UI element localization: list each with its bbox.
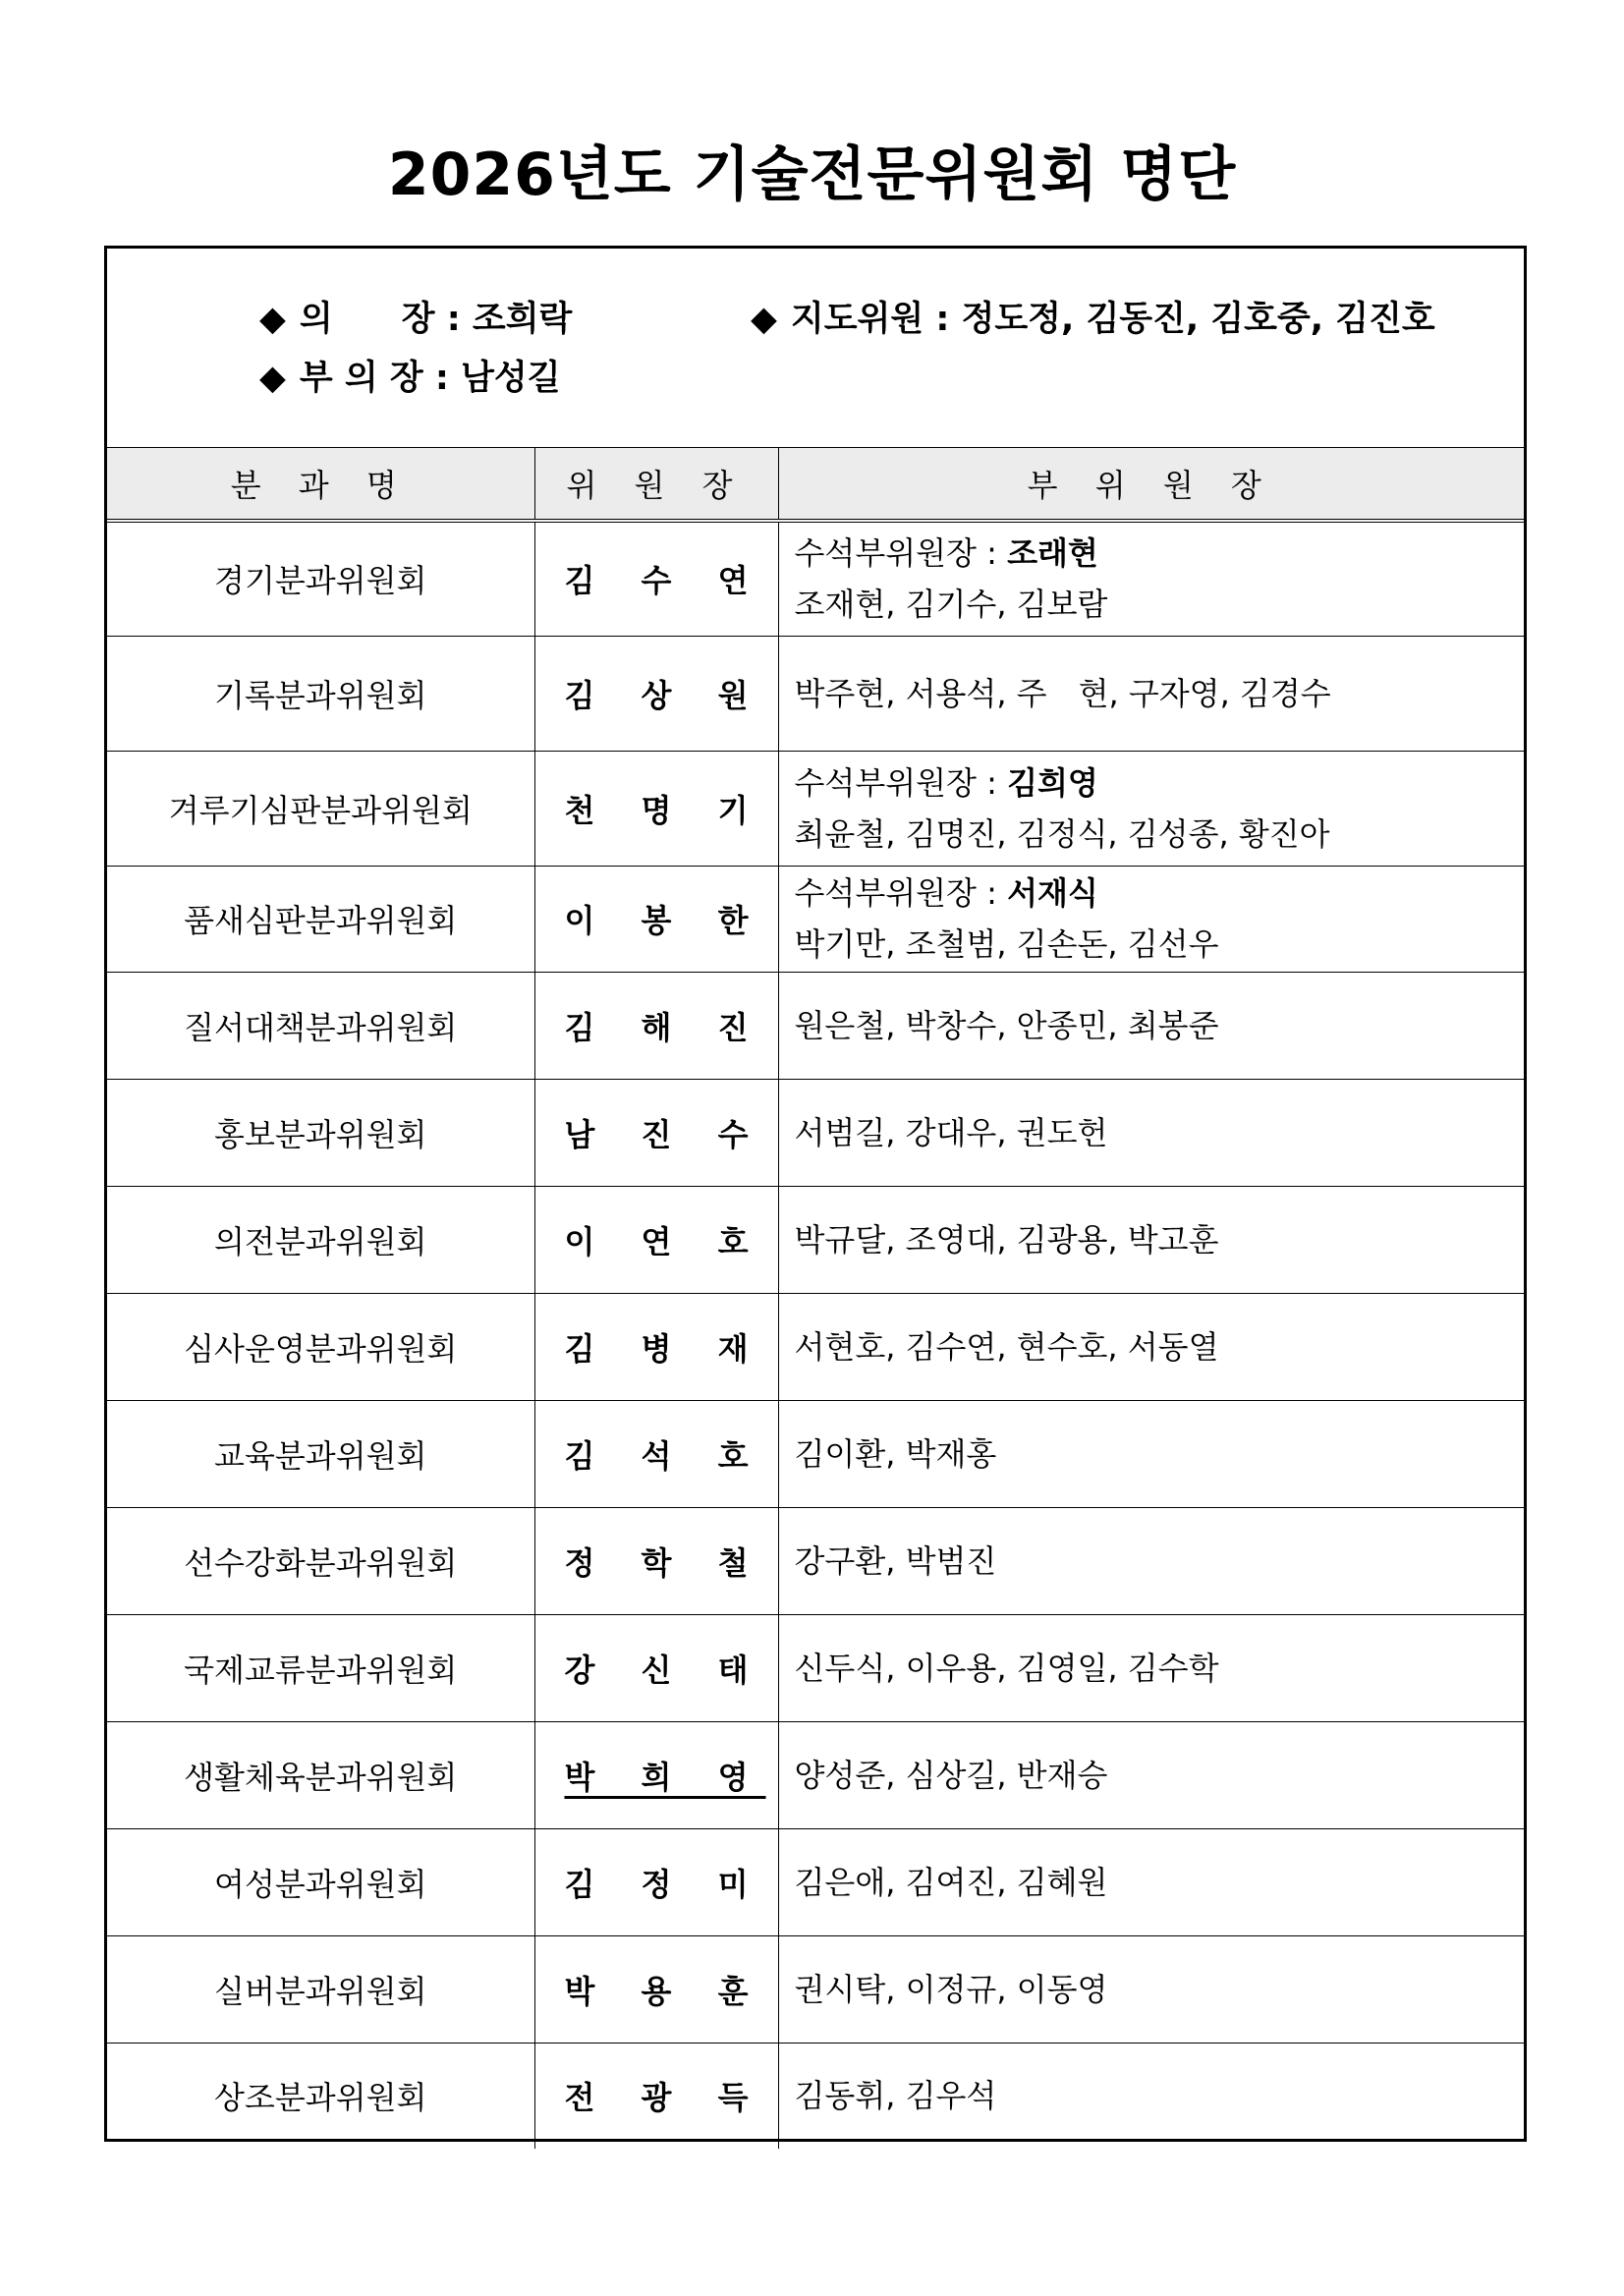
chair-name: 천 명 기 [564,791,766,829]
header-vice-chairs: 부 위 원 장 [778,448,1524,522]
chair-name: 남 진 수 [564,1115,766,1153]
committee-name: 품새심판분과위원회 [107,866,534,972]
roster-frame [104,246,1527,2142]
vice-chairs [778,1828,1524,1935]
committee-name: 경기분과위원회 [107,521,534,636]
committee-name: 여성분과위원회 [107,1828,534,1935]
table-row [107,1507,1524,1614]
committee-chair [534,1186,778,1293]
vice-chairs [778,1293,1524,1400]
page-title: 2026년도 기술전문위원회 명단 [387,140,1237,209]
vice-chair-names: 권시탁, 이정규, 이동영 [794,1970,1108,2008]
chairman-label: 의 장 : [299,300,473,339]
committee-name: 겨루기심판분과위원회 [107,751,534,866]
vice-chair-names: 양성준, 심상길, 반재승 [794,1756,1108,1794]
committee-chair [534,1293,778,1400]
vice-chair-names: 조재현, 김기수, 김보람 [794,586,1108,624]
senior-vice-line [795,528,1525,579]
chair-name: 전 광 득 [564,2079,766,2117]
table-row [107,521,1524,636]
vice-chairs [778,972,1524,1079]
chair-name: 이 연 호 [564,1222,766,1260]
officers-info [107,249,1524,447]
committee-chair [534,636,778,751]
senior-vice-label: 수석부위원장 : [794,534,1008,573]
vice-chair-names: 박기만, 조철범, 김손돈, 김선우 [794,925,1219,963]
committee-name: 교육분과위원회 [107,1400,534,1507]
chair-name: 김 상 원 [564,676,766,714]
chair-name: 박 용 훈 [564,1972,766,2010]
chair-name: 박 희 영 [564,1758,766,1796]
chair-name: 정 학 철 [564,1543,766,1582]
senior-vice-label: 수석부위원장 : [794,763,1008,802]
senior-vice-name: 서재식 [1007,874,1098,912]
vice-chair-names: 원은철, 박창수, 안종민, 최봉준 [794,1006,1219,1044]
table-header-row [107,448,1524,522]
committee-name: 생활체육분과위원회 [107,1721,534,1828]
committee-chair [534,972,778,1079]
diamond-bullet-icon: ◆ [259,359,286,398]
chair-name: 김 정 미 [564,1865,766,1903]
vice-chairs [778,1507,1524,1614]
committee-chair [534,521,778,636]
table-row [107,751,1524,866]
chair-name: 강 신 태 [564,1651,766,1689]
chair-name: 김 병 재 [564,1329,766,1368]
table-row [107,2043,1524,2149]
committee-name: 실버분과위원회 [107,1935,534,2043]
advisor-names: 정도정, 김동진, 김호중, 김진호 [961,300,1435,339]
vice-chair-names: 김이환, 박재홍 [794,1434,997,1473]
table-row [107,1721,1524,1828]
table-row [107,1079,1524,1186]
committee-name: 기록분과위원회 [107,636,534,751]
chair-name: 김 석 호 [564,1436,766,1475]
committee-chair [534,1828,778,1935]
header-chair: 위 원 장 [534,448,778,522]
vice-chair-names: 서범길, 강대우, 권도헌 [794,1113,1108,1151]
vice-chair-names: 박주현, 서용석, 주 현, 구자영, 김경수 [794,674,1331,712]
vice-chairs [778,1400,1524,1507]
vice-chair-names: 김은애, 김여진, 김혜원 [794,1863,1108,1901]
table-row [107,1614,1524,1721]
vice-chairman-name: 남성길 [461,359,561,398]
committee-name: 상조분과위원회 [107,2043,534,2149]
table-row [107,866,1524,972]
senior-vice-line [795,868,1525,919]
vice-chair-names: 신두식, 이우용, 김영일, 김수학 [794,1649,1219,1687]
table-row [107,1935,1524,2043]
vice-chairman-label: 부 의 장 : [299,359,462,398]
committee-chair [534,1507,778,1614]
committee-name: 국제교류분과위원회 [107,1614,534,1721]
table-row [107,1186,1524,1293]
senior-vice-name: 조래현 [1007,534,1098,573]
vice-chair-names: 서현호, 김수연, 현수호, 서동열 [794,1327,1219,1366]
committee-name: 질서대책분과위원회 [107,972,534,1079]
committee-chair [534,1935,778,2043]
vice-chairs [778,1079,1524,1186]
vice-chairs [778,636,1524,751]
committee-chair [534,866,778,972]
chair-name: 김 수 연 [564,562,766,600]
vice-chairs [778,1935,1524,2043]
committee-chair [534,751,778,866]
committee-name: 홍보분과위원회 [107,1079,534,1186]
chairman-name: 조희락 [472,300,573,339]
advisor-label: 지도위원 : [790,300,962,339]
vice-chairs [778,1614,1524,1721]
committee-table [107,447,1524,2149]
vice-chairman-line [259,359,561,398]
table-row [107,972,1524,1079]
senior-vice-name: 김희영 [1007,763,1098,802]
vice-chair-names: 최윤철, 김명진, 김정식, 김성종, 황진아 [794,814,1330,853]
table-row [107,1828,1524,1935]
table-row [107,636,1524,751]
diamond-bullet-icon: ◆ [259,300,286,339]
vice-chair-names: 김동휘, 김우석 [794,2077,997,2115]
chair-name: 김 해 진 [564,1008,766,1046]
committee-chair [534,1721,778,1828]
vice-chair-names: 강구환, 박범진 [794,1541,997,1580]
vice-chairs [778,2043,1524,2149]
advisor-line [751,300,1435,339]
vice-chairs [778,1186,1524,1293]
vice-chairs [778,866,1524,972]
vice-chairs [778,1721,1524,1828]
vice-chairs [778,751,1524,866]
chairman-line [259,300,573,339]
header-committee: 분 과 명 [107,448,534,522]
vice-chairs [778,521,1524,636]
committee-chair [534,2043,778,2149]
chair-name: 이 봉 한 [564,902,766,939]
senior-vice-line [795,757,1525,809]
senior-vice-label: 수석부위원장 : [794,874,1008,912]
committee-name: 의전분과위원회 [107,1186,534,1293]
committee-chair [534,1400,778,1507]
committee-name: 선수강화분과위원회 [107,1507,534,1614]
committee-chair [534,1079,778,1186]
committee-chair [534,1614,778,1721]
vice-chair-names: 박규달, 조영대, 김광용, 박고훈 [794,1220,1219,1259]
table-row [107,1400,1524,1507]
table-row [107,1293,1524,1400]
diamond-bullet-icon: ◆ [751,300,777,339]
committee-name: 심사운영분과위원회 [107,1293,534,1400]
